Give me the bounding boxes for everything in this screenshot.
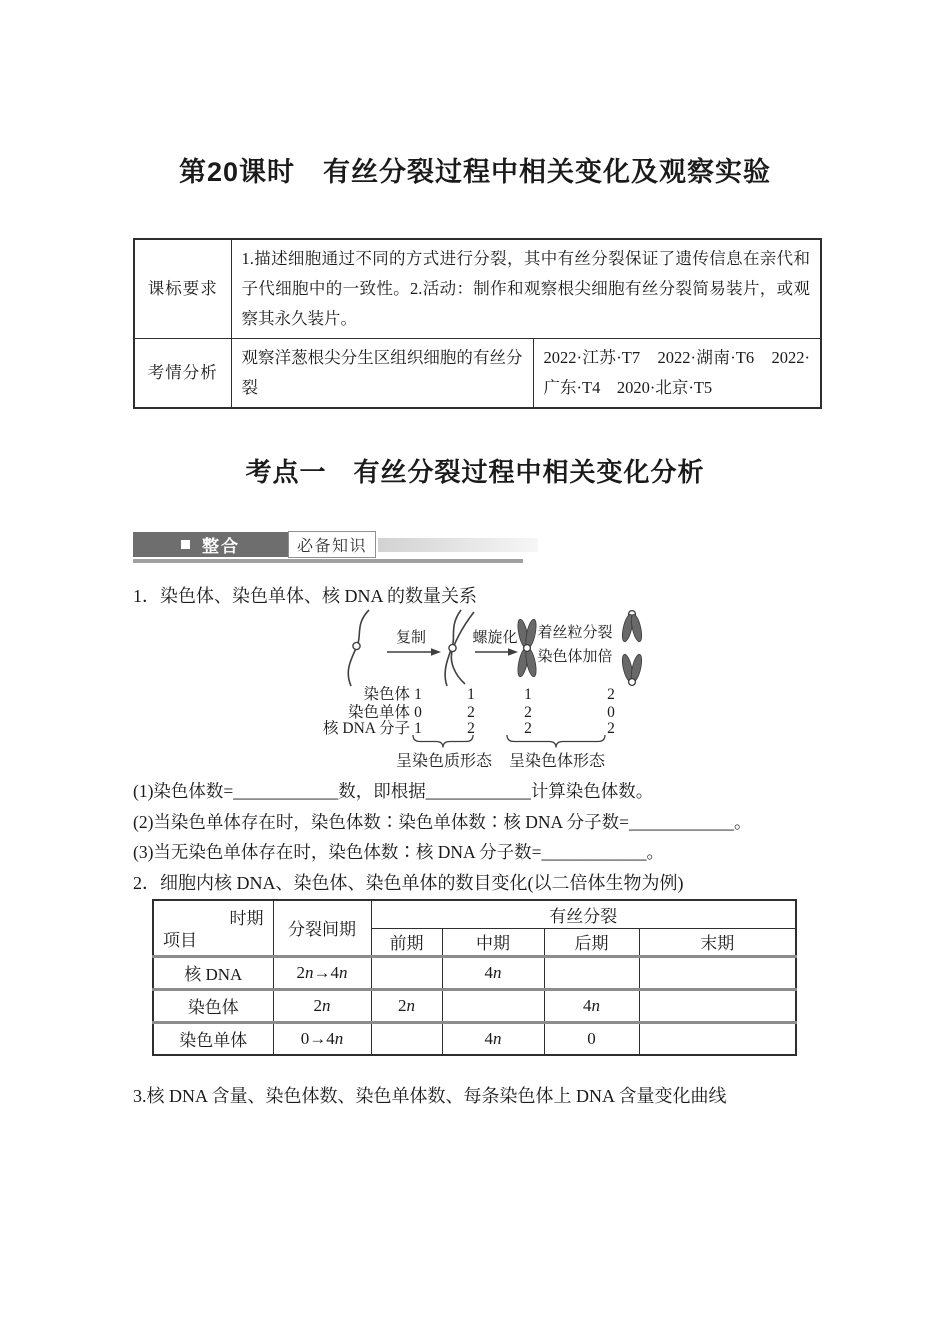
- phase-cell: 4n: [442, 956, 544, 989]
- info-label-standard: 课标要求: [134, 239, 231, 339]
- item2-heading: 2．细胞内核 DNA、染色体、染色单体的数目变化(以二倍体生物为例): [133, 873, 684, 893]
- header-anaphase: 后期: [544, 928, 639, 956]
- blank-q3: (3)当无染色单体存在时，染色体数∶核 DNA 分子数=____________。: [133, 842, 664, 862]
- blank-q2: (2)当染色单体存在时，染色体数∶染色单体数∶核 DNA 分子数=____________。: [133, 812, 752, 832]
- info-exam-refs: 2022·江苏·T7 2022·湖南·T6 2022·广东·T4 2020·北京·T5: [533, 339, 821, 409]
- item3-heading: 3.核 DNA 含量、染色体数、染色单体数、每条染色体上 DNA 含量变化曲线: [133, 1086, 727, 1106]
- table-row-dna: [153, 956, 796, 989]
- row-label: 核 DNA: [153, 956, 273, 989]
- count-value: 2: [524, 704, 532, 721]
- underbrace-icon: [507, 735, 605, 748]
- count-row-label-chromosome: 染色体: [363, 686, 410, 703]
- count-value: 2: [467, 704, 475, 721]
- square-bullet-icon: [181, 540, 190, 549]
- header-mitosis: 有丝分裂: [371, 900, 796, 928]
- count-value: 0: [607, 704, 615, 721]
- brace-label-chromosome-form: 呈染色体形态: [508, 753, 606, 770]
- header-telophase: 末期: [639, 928, 796, 956]
- banner-tab-knowledge: 必备知识: [288, 531, 376, 558]
- chromatin-icon: [348, 610, 369, 686]
- count-value: 2: [524, 720, 532, 737]
- phase-cell: 0: [544, 1022, 639, 1055]
- corner-label-item: 项目: [163, 930, 197, 950]
- phase-cell: [639, 1022, 796, 1055]
- banner-underline: [133, 559, 523, 563]
- phase-cell: [639, 989, 796, 1022]
- blank-q1: (1)染色体数=____________数，即根据____________计算染色体数。: [133, 781, 654, 801]
- table-row-chromosome: [153, 989, 796, 1022]
- arrow1-label: 复制: [395, 630, 427, 646]
- phase-cell: 0→4n: [273, 1022, 371, 1055]
- count-value: 1: [414, 686, 422, 703]
- condensed-chromosome-icon: [516, 618, 538, 677]
- info-label-exam: 考情分析: [134, 339, 231, 409]
- phase-table: [152, 899, 797, 1056]
- stage4-label-line2: 染色体加倍: [537, 649, 613, 665]
- header-interphase: 分裂间期: [273, 900, 371, 956]
- table-row-chromatid: [153, 1022, 796, 1055]
- replicated-chromatin-icon: [445, 610, 474, 686]
- phase-cell: 2n→4n: [273, 956, 371, 989]
- count-value: 0: [414, 704, 422, 721]
- banner-fade-strip: [378, 538, 538, 552]
- separated-chromosomes-icon: [620, 611, 643, 686]
- page-title: 第20课时 有丝分裂过程中相关变化及观察实验: [178, 157, 772, 187]
- header-prophase: 前期: [371, 928, 442, 956]
- stage4-label-line1: 着丝粒分裂: [537, 625, 613, 641]
- count-value: 2: [467, 720, 475, 737]
- banner-tab-integrate: [133, 532, 288, 557]
- info-content-standard: 1.描述细胞通过不同的方式进行分裂，其中有丝分裂保证了遗传信息在亲代和子代细胞中的一致性。2.活动：制作和观察根尖细胞有丝分裂简易装片，或观察其永久装片。: [231, 239, 821, 339]
- phase-cell: [371, 1022, 442, 1055]
- phase-cell: 2n: [371, 989, 442, 1022]
- phase-cell: [639, 956, 796, 989]
- info-table: [133, 238, 822, 409]
- phase-cell: [371, 956, 442, 989]
- arrow-icon: [387, 648, 441, 656]
- phase-header-row1: [153, 900, 796, 928]
- info-row-standard: [134, 239, 821, 339]
- count-value: 2: [607, 686, 615, 703]
- count-row-label-dna: 核 DNA 分子: [323, 720, 410, 737]
- row-label: 染色体: [153, 989, 273, 1022]
- section-heading: 考点一 有丝分裂过程中相关变化分析: [245, 457, 705, 487]
- arrow2-label: 螺旋化: [472, 630, 518, 646]
- info-content-exam: 观察洋葱根尖分生区组织细胞的有丝分裂: [231, 339, 533, 409]
- count-row-label-chromatid: 染色单体: [347, 704, 410, 721]
- phase-cell: 2n: [273, 989, 371, 1022]
- row-label: 染色单体: [153, 1022, 273, 1055]
- phase-cell: [442, 989, 544, 1022]
- banner-tab-integrate-label: 整合: [202, 537, 240, 556]
- phase-cell: 4n: [544, 989, 639, 1022]
- count-value: 1: [524, 686, 532, 703]
- item1-heading: 1．染色体、染色单体、核 DNA 的数量关系: [133, 586, 478, 606]
- count-value: 1: [467, 686, 475, 703]
- arrow-icon: [475, 648, 518, 656]
- mitosis-diagram: [295, 600, 690, 775]
- count-value: 1: [414, 720, 422, 737]
- corner-label-period: 时期: [229, 909, 264, 928]
- info-row-exam: [134, 339, 821, 409]
- underbrace-icon: [413, 735, 473, 748]
- phase-cell: [544, 956, 639, 989]
- brace-label-chromatin-form: 呈染色质形态: [395, 753, 493, 770]
- phase-cell: 4n: [442, 1022, 544, 1055]
- header-metaphase: 中期: [442, 928, 544, 956]
- count-value: 2: [607, 720, 615, 737]
- corner-cell: [153, 900, 273, 956]
